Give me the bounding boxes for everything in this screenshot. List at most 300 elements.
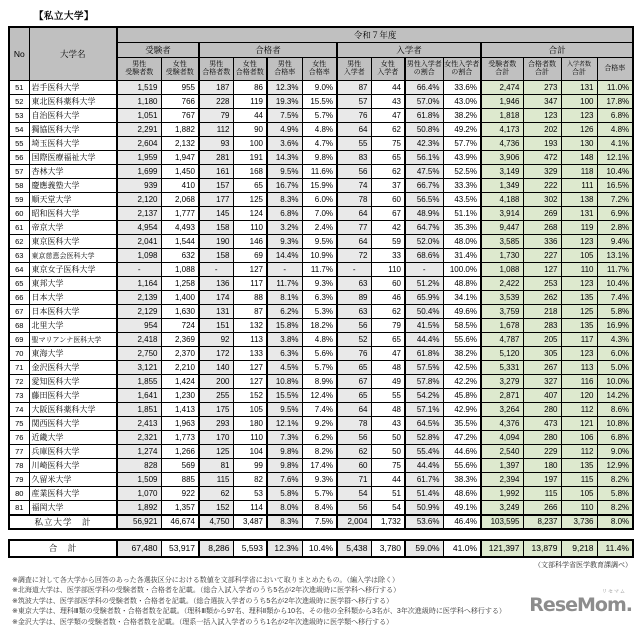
cell: 65.9% — [405, 291, 443, 305]
table-row — [9, 347, 633, 361]
cell: 104 — [233, 445, 267, 459]
cell: 78 — [337, 417, 371, 431]
cell: 2,004 — [337, 515, 371, 529]
cell: 2,041 — [117, 235, 161, 249]
cell: 2.8% — [597, 221, 633, 235]
cell: 2,418 — [117, 333, 161, 347]
cell: 4.1% — [597, 137, 633, 151]
cell: 407 — [523, 389, 561, 403]
cell: 48.6% — [443, 487, 481, 501]
cell: 954 — [117, 319, 161, 333]
cell: 38.3% — [443, 473, 481, 487]
cell: 9.8% — [302, 151, 337, 165]
row-number-cell: 64 — [9, 263, 29, 277]
cell: 83 — [337, 151, 371, 165]
cell: 48.0% — [443, 235, 481, 249]
cell: 3,264 — [481, 403, 523, 417]
cell: 60 — [337, 459, 371, 473]
cell: 1,946 — [481, 95, 523, 109]
cell: 66.4% — [405, 81, 443, 95]
row-number-cell: 71 — [9, 361, 29, 375]
cell: 3.6% — [267, 137, 302, 151]
cell: 44.6% — [443, 445, 481, 459]
table-row — [9, 361, 633, 375]
cell: 1,164 — [117, 277, 161, 291]
table-row — [9, 319, 633, 333]
subheader-5: 女性 合格率 — [302, 58, 337, 81]
cell: 44.4% — [405, 459, 443, 473]
cell: 632 — [161, 249, 199, 263]
table-row — [9, 389, 633, 403]
table-row — [9, 95, 633, 109]
cell: 1,400 — [161, 291, 199, 305]
cell: 18.2% — [302, 319, 337, 333]
cell: 119 — [233, 95, 267, 109]
cell: 4.7% — [302, 137, 337, 151]
cell: 61.8% — [405, 347, 443, 361]
university-name-cell: 自治医科大学 — [29, 109, 117, 123]
cell: 112 — [561, 403, 597, 417]
table-row — [9, 487, 633, 501]
group-examinees: 受験者 — [117, 43, 199, 58]
cell: - — [199, 263, 233, 277]
cell: 473 — [523, 417, 561, 431]
grand-total-row — [9, 540, 633, 557]
cell: 1,630 — [161, 305, 199, 319]
cell: 828 — [117, 459, 161, 473]
cell: 6.9% — [597, 207, 633, 221]
cell: 2,139 — [117, 291, 161, 305]
page-title: 【私立大学】 — [34, 8, 632, 22]
cell: 7.4% — [302, 403, 337, 417]
table-row — [9, 193, 633, 207]
subheader-0: 男性 受験者数 — [117, 58, 161, 81]
cell: 68.6% — [405, 249, 443, 263]
cell: 8.0% — [597, 515, 633, 529]
cell: 5.6% — [302, 347, 337, 361]
cell: 3,780 — [371, 540, 405, 557]
cell: 10.8% — [267, 375, 302, 389]
cell: 53.6% — [405, 515, 443, 529]
cell: 124 — [233, 207, 267, 221]
cell: 62 — [371, 165, 405, 179]
cell: 48 — [371, 403, 405, 417]
table-row — [9, 109, 633, 123]
group-total: 合計 — [481, 43, 633, 58]
cell: 939 — [117, 179, 161, 193]
cell: 724 — [161, 319, 199, 333]
university-name-cell: 日本大学 — [29, 291, 117, 305]
cell: 66.7% — [405, 179, 443, 193]
cell: 37 — [371, 179, 405, 193]
row-number-cell: 76 — [9, 431, 29, 445]
cell: 4,954 — [117, 221, 161, 235]
cell: 63 — [337, 277, 371, 291]
cell: 77 — [337, 221, 371, 235]
subheader-10: 受験者数 合計 — [481, 58, 523, 81]
subheader-7: 女性 入学者 — [371, 58, 405, 81]
table-row — [9, 137, 633, 151]
cell: 127 — [233, 361, 267, 375]
cell: 268 — [523, 221, 561, 235]
cell: 253 — [523, 277, 561, 291]
cell: 4.9% — [267, 123, 302, 137]
cell: 1,509 — [117, 473, 161, 487]
cell: 67 — [337, 375, 371, 389]
cell: 56 — [337, 165, 371, 179]
cell: 12.4% — [302, 389, 337, 403]
cell: 3,585 — [481, 235, 523, 249]
cell: 8.6% — [597, 403, 633, 417]
subheader-8: 男性入学者 の割合 — [405, 58, 443, 81]
cell: 187 — [199, 81, 233, 95]
row-number-cell: 80 — [9, 487, 29, 501]
cell: 8.4% — [302, 501, 337, 515]
cell: 64 — [337, 403, 371, 417]
university-name-cell: 久留米大学 — [29, 473, 117, 487]
cell: 157 — [199, 179, 233, 193]
cell: 4,787 — [481, 333, 523, 347]
cell: 11.4% — [597, 540, 633, 557]
cell: 5.3% — [302, 305, 337, 319]
cell: 145 — [199, 207, 233, 221]
cell: 64.7% — [405, 221, 443, 235]
cell: 1,424 — [161, 375, 199, 389]
cell: 123 — [561, 109, 597, 123]
cell: 15.8% — [267, 319, 302, 333]
cell: 55.6% — [443, 333, 481, 347]
cell: 16.7% — [267, 179, 302, 193]
university-name-cell: 近畿大学 — [29, 431, 117, 445]
cell: 93 — [199, 137, 233, 151]
university-name-cell: 慶應義塾大学 — [29, 179, 117, 193]
cell: 56 — [337, 501, 371, 515]
cell: 3,149 — [481, 165, 523, 179]
year-row — [9, 27, 633, 43]
cell: 57.5% — [405, 361, 443, 375]
cell: 2,132 — [161, 137, 199, 151]
cell: 1,450 — [161, 165, 199, 179]
cell: 3.8% — [267, 333, 302, 347]
cell: 1,699 — [117, 165, 161, 179]
cell: 65 — [371, 333, 405, 347]
cell: 99 — [233, 459, 267, 473]
cell: 283 — [523, 319, 561, 333]
cell: 90 — [233, 123, 267, 137]
cell: 6.3% — [302, 291, 337, 305]
cell: 74 — [337, 179, 371, 193]
cell: 131 — [561, 207, 597, 221]
row-number-cell: 63 — [9, 249, 29, 263]
row-number-cell: 56 — [9, 151, 29, 165]
cell: 410 — [161, 179, 199, 193]
cell: 33.6% — [443, 81, 481, 95]
cell: 1,258 — [161, 277, 199, 291]
cell: 1,274 — [117, 445, 161, 459]
cell: 10.4% — [597, 277, 633, 291]
university-name-cell: 兵庫医科大学 — [29, 445, 117, 459]
cell: 56.5% — [405, 193, 443, 207]
table-row — [9, 431, 633, 445]
cell: 8.2% — [597, 501, 633, 515]
cell: 205 — [523, 333, 561, 347]
cell: 267 — [523, 361, 561, 375]
cell: 5.7% — [302, 361, 337, 375]
cell: 9.5% — [267, 165, 302, 179]
cell: 10.0% — [597, 375, 633, 389]
subheader-3: 女性 合格者数 — [233, 58, 267, 81]
cell: 1,947 — [161, 151, 199, 165]
cell: 57.8% — [405, 375, 443, 389]
cell: 1,051 — [117, 109, 161, 123]
cell: 9.5% — [302, 235, 337, 249]
cell: 347 — [523, 95, 561, 109]
cell: 4.8% — [302, 333, 337, 347]
cell: 63 — [337, 305, 371, 319]
cell: 3,121 — [117, 361, 161, 375]
cell: 54.2% — [405, 389, 443, 403]
cell: 61.7% — [405, 473, 443, 487]
cell: 136 — [199, 277, 233, 291]
subheader-4: 男性 合格率 — [267, 58, 302, 81]
cell: 8,237 — [523, 515, 561, 529]
cell: 12.1% — [597, 151, 633, 165]
cell: 67 — [371, 207, 405, 221]
cell: 1,357 — [161, 501, 199, 515]
cell: 112 — [199, 123, 233, 137]
cell: 49.1% — [443, 501, 481, 515]
cell: 229 — [523, 445, 561, 459]
cell: 151 — [199, 319, 233, 333]
cell: 17.4% — [302, 459, 337, 473]
cell: 65 — [233, 179, 267, 193]
cell: 2,540 — [481, 445, 523, 459]
cell: 4.5% — [267, 361, 302, 375]
table-body — [9, 81, 633, 529]
row-number-cell: 81 — [9, 501, 29, 515]
cell: 65 — [337, 361, 371, 375]
cell: 180 — [523, 459, 561, 473]
cell: 42.5% — [443, 361, 481, 375]
cell: 72 — [337, 249, 371, 263]
resemom-logo — [529, 590, 632, 615]
cell: 87 — [233, 305, 267, 319]
cell: 61.8% — [405, 109, 443, 123]
cell: 50 — [371, 445, 405, 459]
cell: 3,279 — [481, 375, 523, 389]
university-name-cell: 東邦大学 — [29, 277, 117, 291]
cell: 140 — [199, 361, 233, 375]
logo-text: ReseMom. — [529, 594, 632, 616]
university-name-cell: 聖マリアンナ医科大学 — [29, 333, 117, 347]
cell: 48.8% — [443, 277, 481, 291]
table-header — [9, 27, 633, 81]
cell: 115 — [199, 473, 233, 487]
cell: 42.3% — [405, 137, 443, 151]
footnote-2: ※北海道大学は、医学部医学科の受験者数・合格者を記載。（総合入試入学者のうち5名が2年次進級時に医学科へ移行する） — [12, 586, 632, 597]
cell: 5,593 — [233, 540, 267, 557]
row-number-cell: 70 — [9, 347, 29, 361]
cell: 64 — [337, 207, 371, 221]
cell: 200 — [199, 375, 233, 389]
cell: 12.3% — [267, 540, 302, 557]
cell: 127 — [523, 263, 561, 277]
cell: 255 — [199, 389, 233, 403]
cell: 110 — [561, 263, 597, 277]
cell: 76 — [337, 347, 371, 361]
cell: 5,120 — [481, 347, 523, 361]
cell: 5.8% — [267, 487, 302, 501]
cell: 125 — [561, 305, 597, 319]
source-note: （文部科学省医学教育課調べ） — [8, 560, 632, 570]
cell: 10.4% — [597, 165, 633, 179]
cell: 125 — [199, 445, 233, 459]
cell: 51.4% — [405, 487, 443, 501]
cell: 227 — [523, 249, 561, 263]
cell: 9,447 — [481, 221, 523, 235]
cell: 44 — [233, 109, 267, 123]
cell: 193 — [523, 137, 561, 151]
cell: 5.8% — [597, 487, 633, 501]
cell: 33.3% — [443, 179, 481, 193]
cell: 115 — [561, 473, 597, 487]
cell: 1,892 — [117, 501, 161, 515]
row-number-cell: 51 — [9, 81, 29, 95]
cell: 228 — [199, 95, 233, 109]
cell: 2.4% — [302, 221, 337, 235]
cell: 51.1% — [443, 207, 481, 221]
cell: 6.0% — [302, 193, 337, 207]
cell: 174 — [199, 291, 233, 305]
cell: 46,674 — [161, 515, 199, 529]
footnote-5: ※金沢大学は、医学類の受験者数・合格者数を記載。（理系一括入試入学者のうち1名が2年次進級時に医学類へ移行する） — [12, 618, 632, 628]
cell: 131 — [561, 81, 597, 95]
table-row — [9, 179, 633, 193]
cell: 130 — [561, 137, 597, 151]
cell: 8.9% — [302, 375, 337, 389]
cell: 280 — [523, 403, 561, 417]
cell: 327 — [523, 375, 561, 389]
university-name-cell: 帝京大学 — [29, 221, 117, 235]
university-name-cell: 岩手医科大学 — [29, 81, 117, 95]
cell: 78 — [337, 193, 371, 207]
cell: 16.5% — [597, 179, 633, 193]
cell: 47 — [371, 347, 405, 361]
university-name-cell: 川崎医科大学 — [29, 459, 117, 473]
cell: 152 — [199, 501, 233, 515]
cell: 1,544 — [161, 235, 199, 249]
cell: 148 — [561, 151, 597, 165]
cell: 49.2% — [443, 123, 481, 137]
cell: 12.9% — [597, 459, 633, 473]
cell: 117 — [233, 277, 267, 291]
table-row — [9, 249, 633, 263]
cell: 3,759 — [481, 305, 523, 319]
cell: 2,422 — [481, 277, 523, 291]
cell: 1,882 — [161, 123, 199, 137]
cell: 119 — [561, 221, 597, 235]
cell: 6.2% — [267, 305, 302, 319]
cell: 9.8% — [267, 445, 302, 459]
cell: 2,210 — [161, 361, 199, 375]
cell: 49.6% — [443, 305, 481, 319]
subheader-12: 入学者数 合計 — [561, 58, 597, 81]
cell: 62 — [199, 487, 233, 501]
cell: 13.1% — [597, 249, 633, 263]
university-name-cell: 日本医科大学 — [29, 305, 117, 319]
subheader-9: 女性入学者 の割合 — [443, 58, 481, 81]
cell: 273 — [523, 81, 561, 95]
cell: 123 — [561, 347, 597, 361]
cell: 8.3% — [267, 193, 302, 207]
cell: 49 — [371, 375, 405, 389]
cell: 76 — [337, 109, 371, 123]
university-name-cell: 昭和医科大学 — [29, 207, 117, 221]
cell: 79 — [199, 109, 233, 123]
cell: 7.3% — [267, 431, 302, 445]
subheader-11: 合格者数 合計 — [523, 58, 561, 81]
cell: 65 — [371, 151, 405, 165]
cell: 161 — [199, 165, 233, 179]
cell: 52.8% — [405, 431, 443, 445]
cell: 170 — [199, 431, 233, 445]
cell: 56,921 — [117, 515, 161, 529]
cell: 172 — [199, 347, 233, 361]
cell: 1,413 — [161, 403, 199, 417]
cell: 5.7% — [302, 109, 337, 123]
cell: 4,173 — [481, 123, 523, 137]
cell: 158 — [199, 249, 233, 263]
cell: 2,394 — [481, 473, 523, 487]
col-header-no: No — [9, 27, 29, 81]
row-number-cell: 75 — [9, 417, 29, 431]
cell: 121 — [561, 417, 597, 431]
cell: 3,487 — [233, 515, 267, 529]
cell: 1,266 — [161, 445, 199, 459]
cell: 1,992 — [481, 487, 523, 501]
cell: 1,519 — [117, 81, 161, 95]
cell: 50.4% — [405, 305, 443, 319]
grand-total-label: 合 計 — [9, 540, 117, 557]
cell: 1,088 — [481, 263, 523, 277]
cell: - — [117, 263, 161, 277]
table-row — [9, 445, 633, 459]
row-number-cell: 62 — [9, 235, 29, 249]
cell: 9.8% — [267, 459, 302, 473]
university-name-cell: 順天堂大学 — [29, 193, 117, 207]
cell: 9.3% — [302, 277, 337, 291]
cell: 202 — [523, 123, 561, 137]
cell: 2,120 — [117, 193, 161, 207]
cell: 46 — [371, 291, 405, 305]
university-name-cell: 福岡大学 — [29, 501, 117, 515]
cell: 3,249 — [481, 501, 523, 515]
cell: 123 — [523, 109, 561, 123]
cell: 15.5% — [267, 389, 302, 403]
university-name-cell: 北里大学 — [29, 319, 117, 333]
row-number-cell: 54 — [9, 123, 29, 137]
row-number-cell: 61 — [9, 221, 29, 235]
table-row — [9, 473, 633, 487]
cell: 197 — [523, 473, 561, 487]
cell: 55.6% — [443, 459, 481, 473]
row-number-cell: 58 — [9, 179, 29, 193]
cell: 53 — [233, 487, 267, 501]
cell: 59 — [371, 235, 405, 249]
cell: 11.6% — [302, 165, 337, 179]
cell: 266 — [523, 501, 561, 515]
cell: 64 — [337, 123, 371, 137]
